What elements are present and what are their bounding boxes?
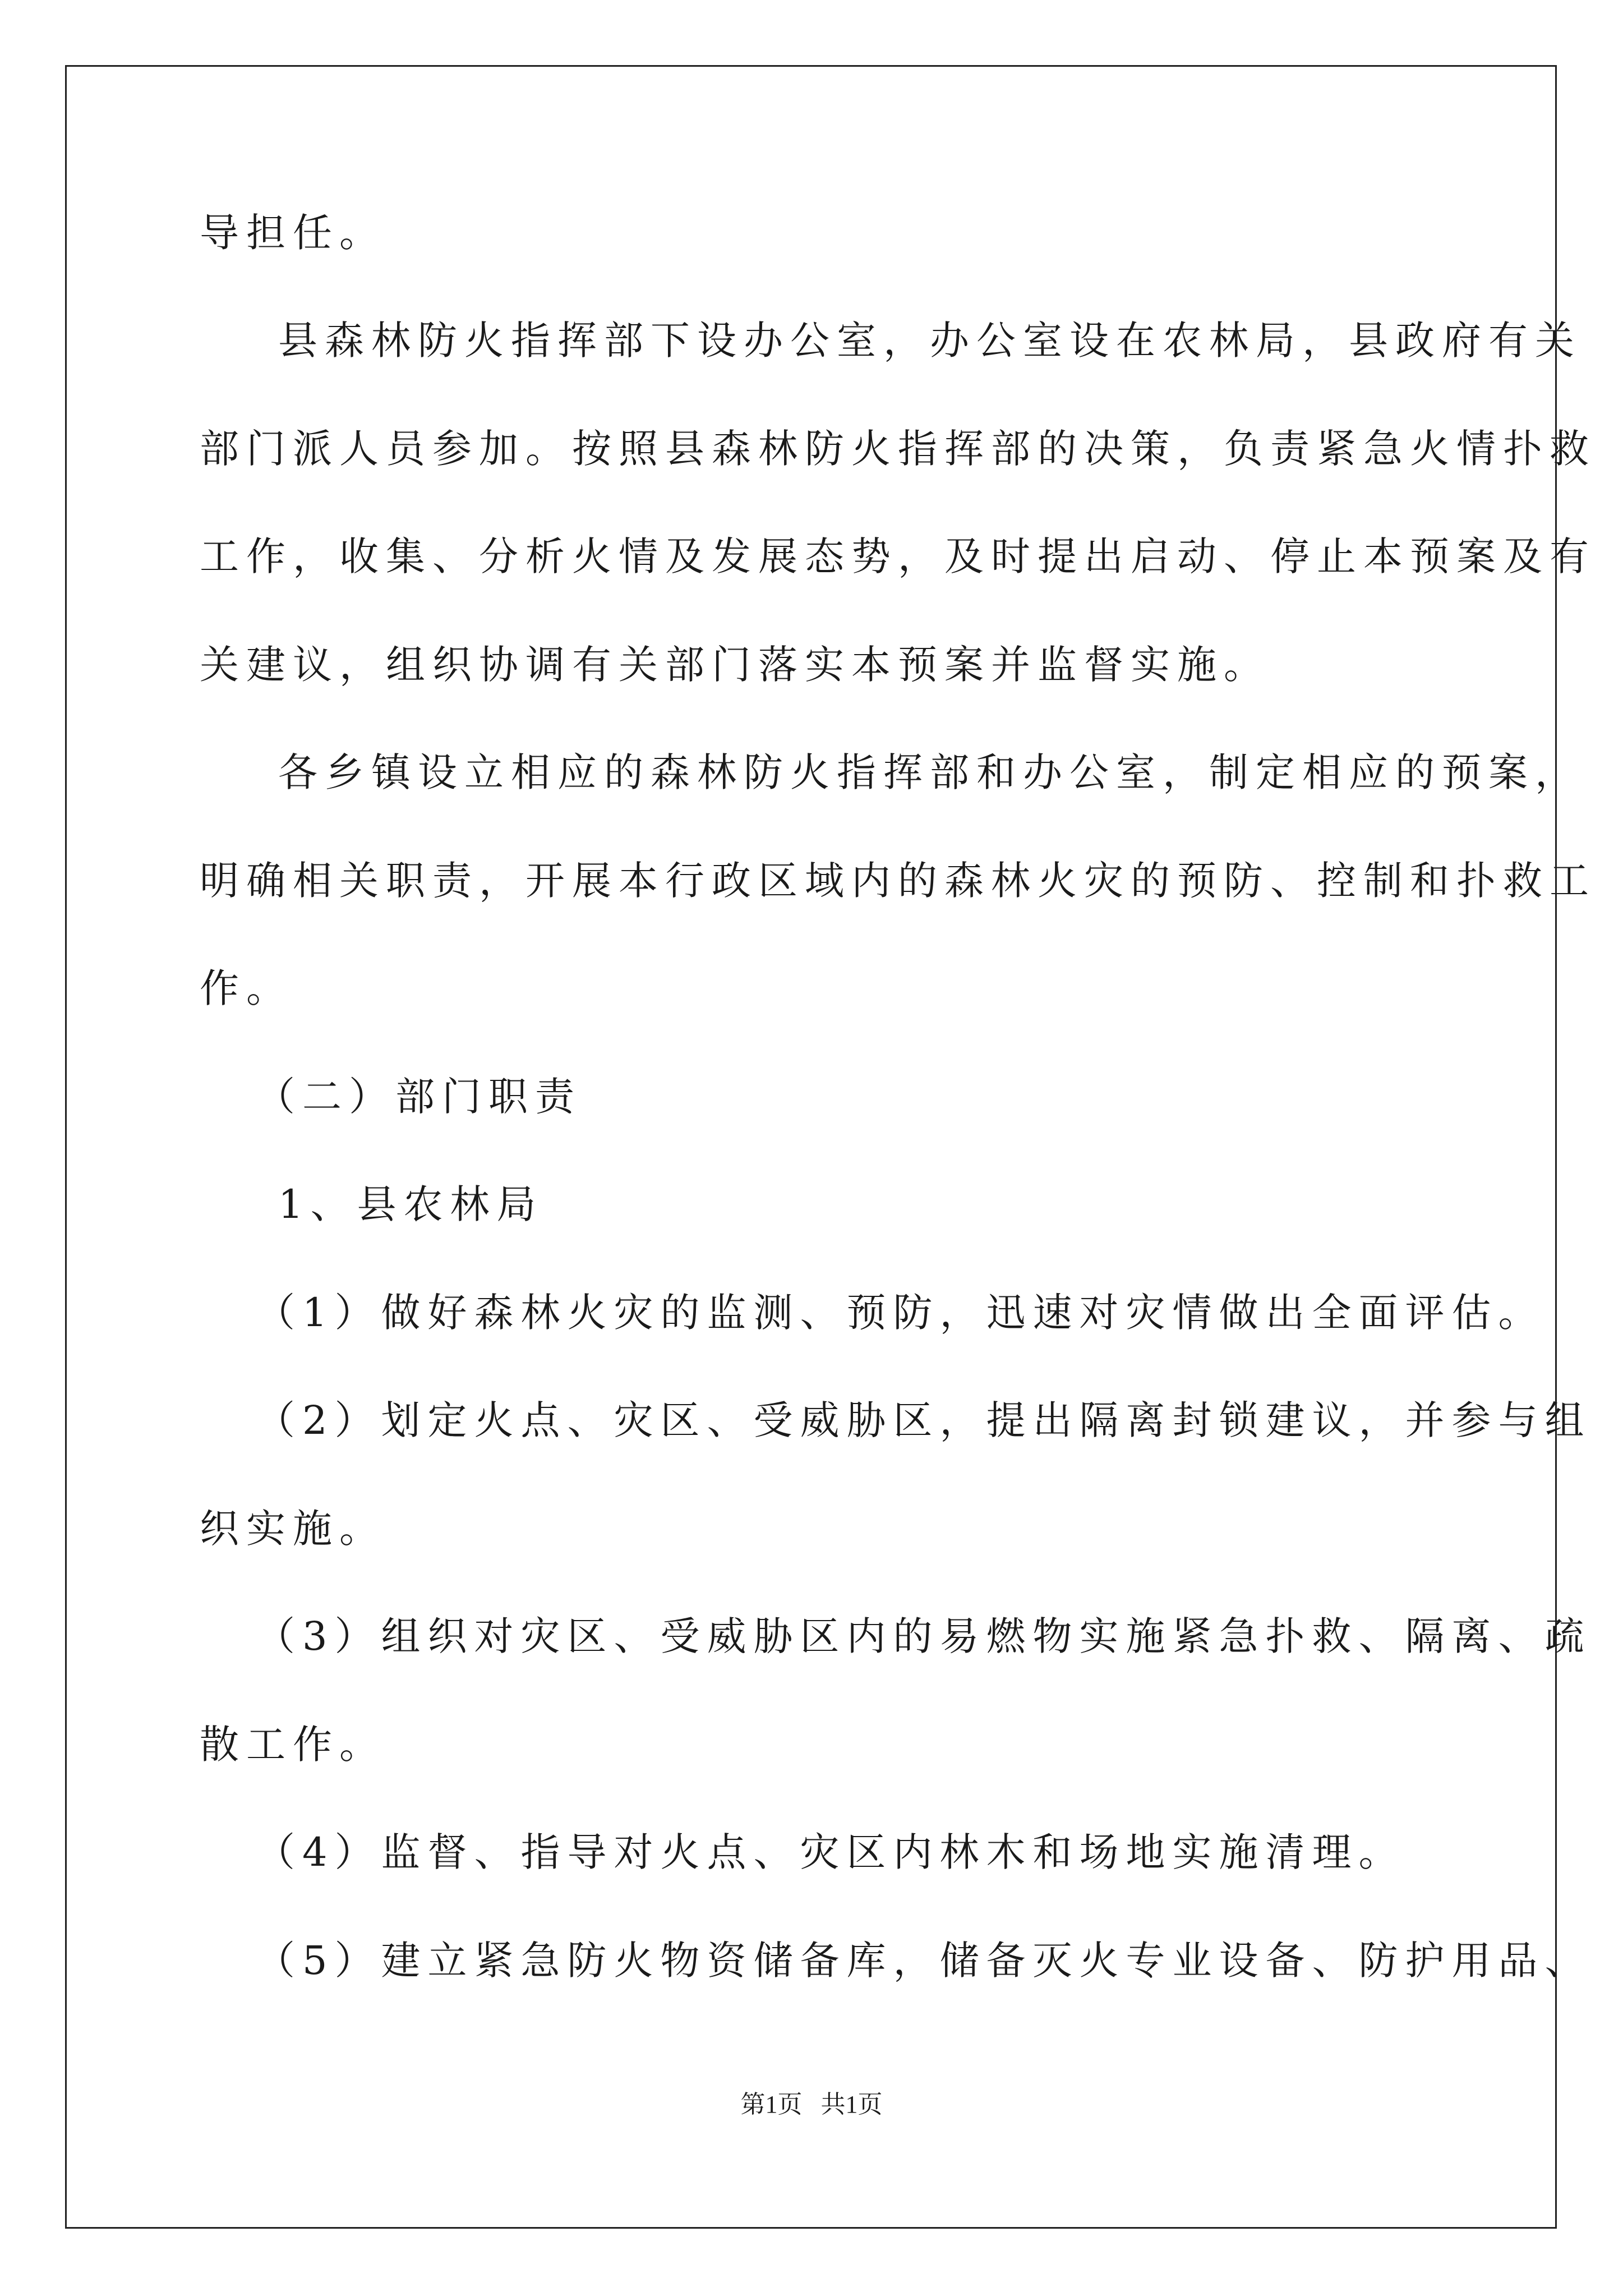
subsection-heading: 1、县农林局 <box>278 1181 543 1227</box>
text-line: （5）建立紧急防火物资储备库，储备灭火专业设备、防护用品、 <box>256 1938 1592 1984</box>
text-line: 关建议，组织协调有关部门落实本预案并监督实施。 <box>200 642 1270 688</box>
text-line: 织实施。 <box>200 1506 386 1552</box>
text-line: 明确相关职责，开展本行政区域内的森林火灾的预防、控制和扑救工 <box>200 858 1596 904</box>
page-footer: 第1页 共1页 <box>740 2091 883 2118</box>
text-line: 作。 <box>200 965 293 1011</box>
text-line: （3）组织对灾区、受威胁区内的易燃物实施紧急扑救、隔离、疏 <box>256 1613 1592 1659</box>
text-line: 县森林防火指挥部下设办公室，办公室设在农林局，县政府有关 <box>278 318 1581 364</box>
page-border <box>65 65 1557 2229</box>
text-line: 工作，收集、分析火情及发展态势，及时提出启动、停止本预案及有 <box>200 533 1596 579</box>
section-heading: （二）部门职责 <box>256 1074 582 1120</box>
text-line: 各乡镇设立相应的森林防火指挥部和办公室，制定相应的预案， <box>278 749 1581 795</box>
text-line: （4）监督、指导对火点、灾区内林木和场地实施清理。 <box>256 1829 1405 1875</box>
text-line: 部门派人员参加。按照县森林防火指挥部的决策，负责紧急火情扑救 <box>200 426 1596 472</box>
text-line: 散工作。 <box>200 1722 386 1768</box>
text-line: 导担任。 <box>200 210 386 256</box>
text-line: （1）做好森林火灾的监测、预防，迅速对灾情做出全面评估。 <box>256 1290 1545 1336</box>
text-line: （2）划定火点、灾区、受威胁区，提出隔离封锁建议，并参与组 <box>256 1397 1592 1443</box>
